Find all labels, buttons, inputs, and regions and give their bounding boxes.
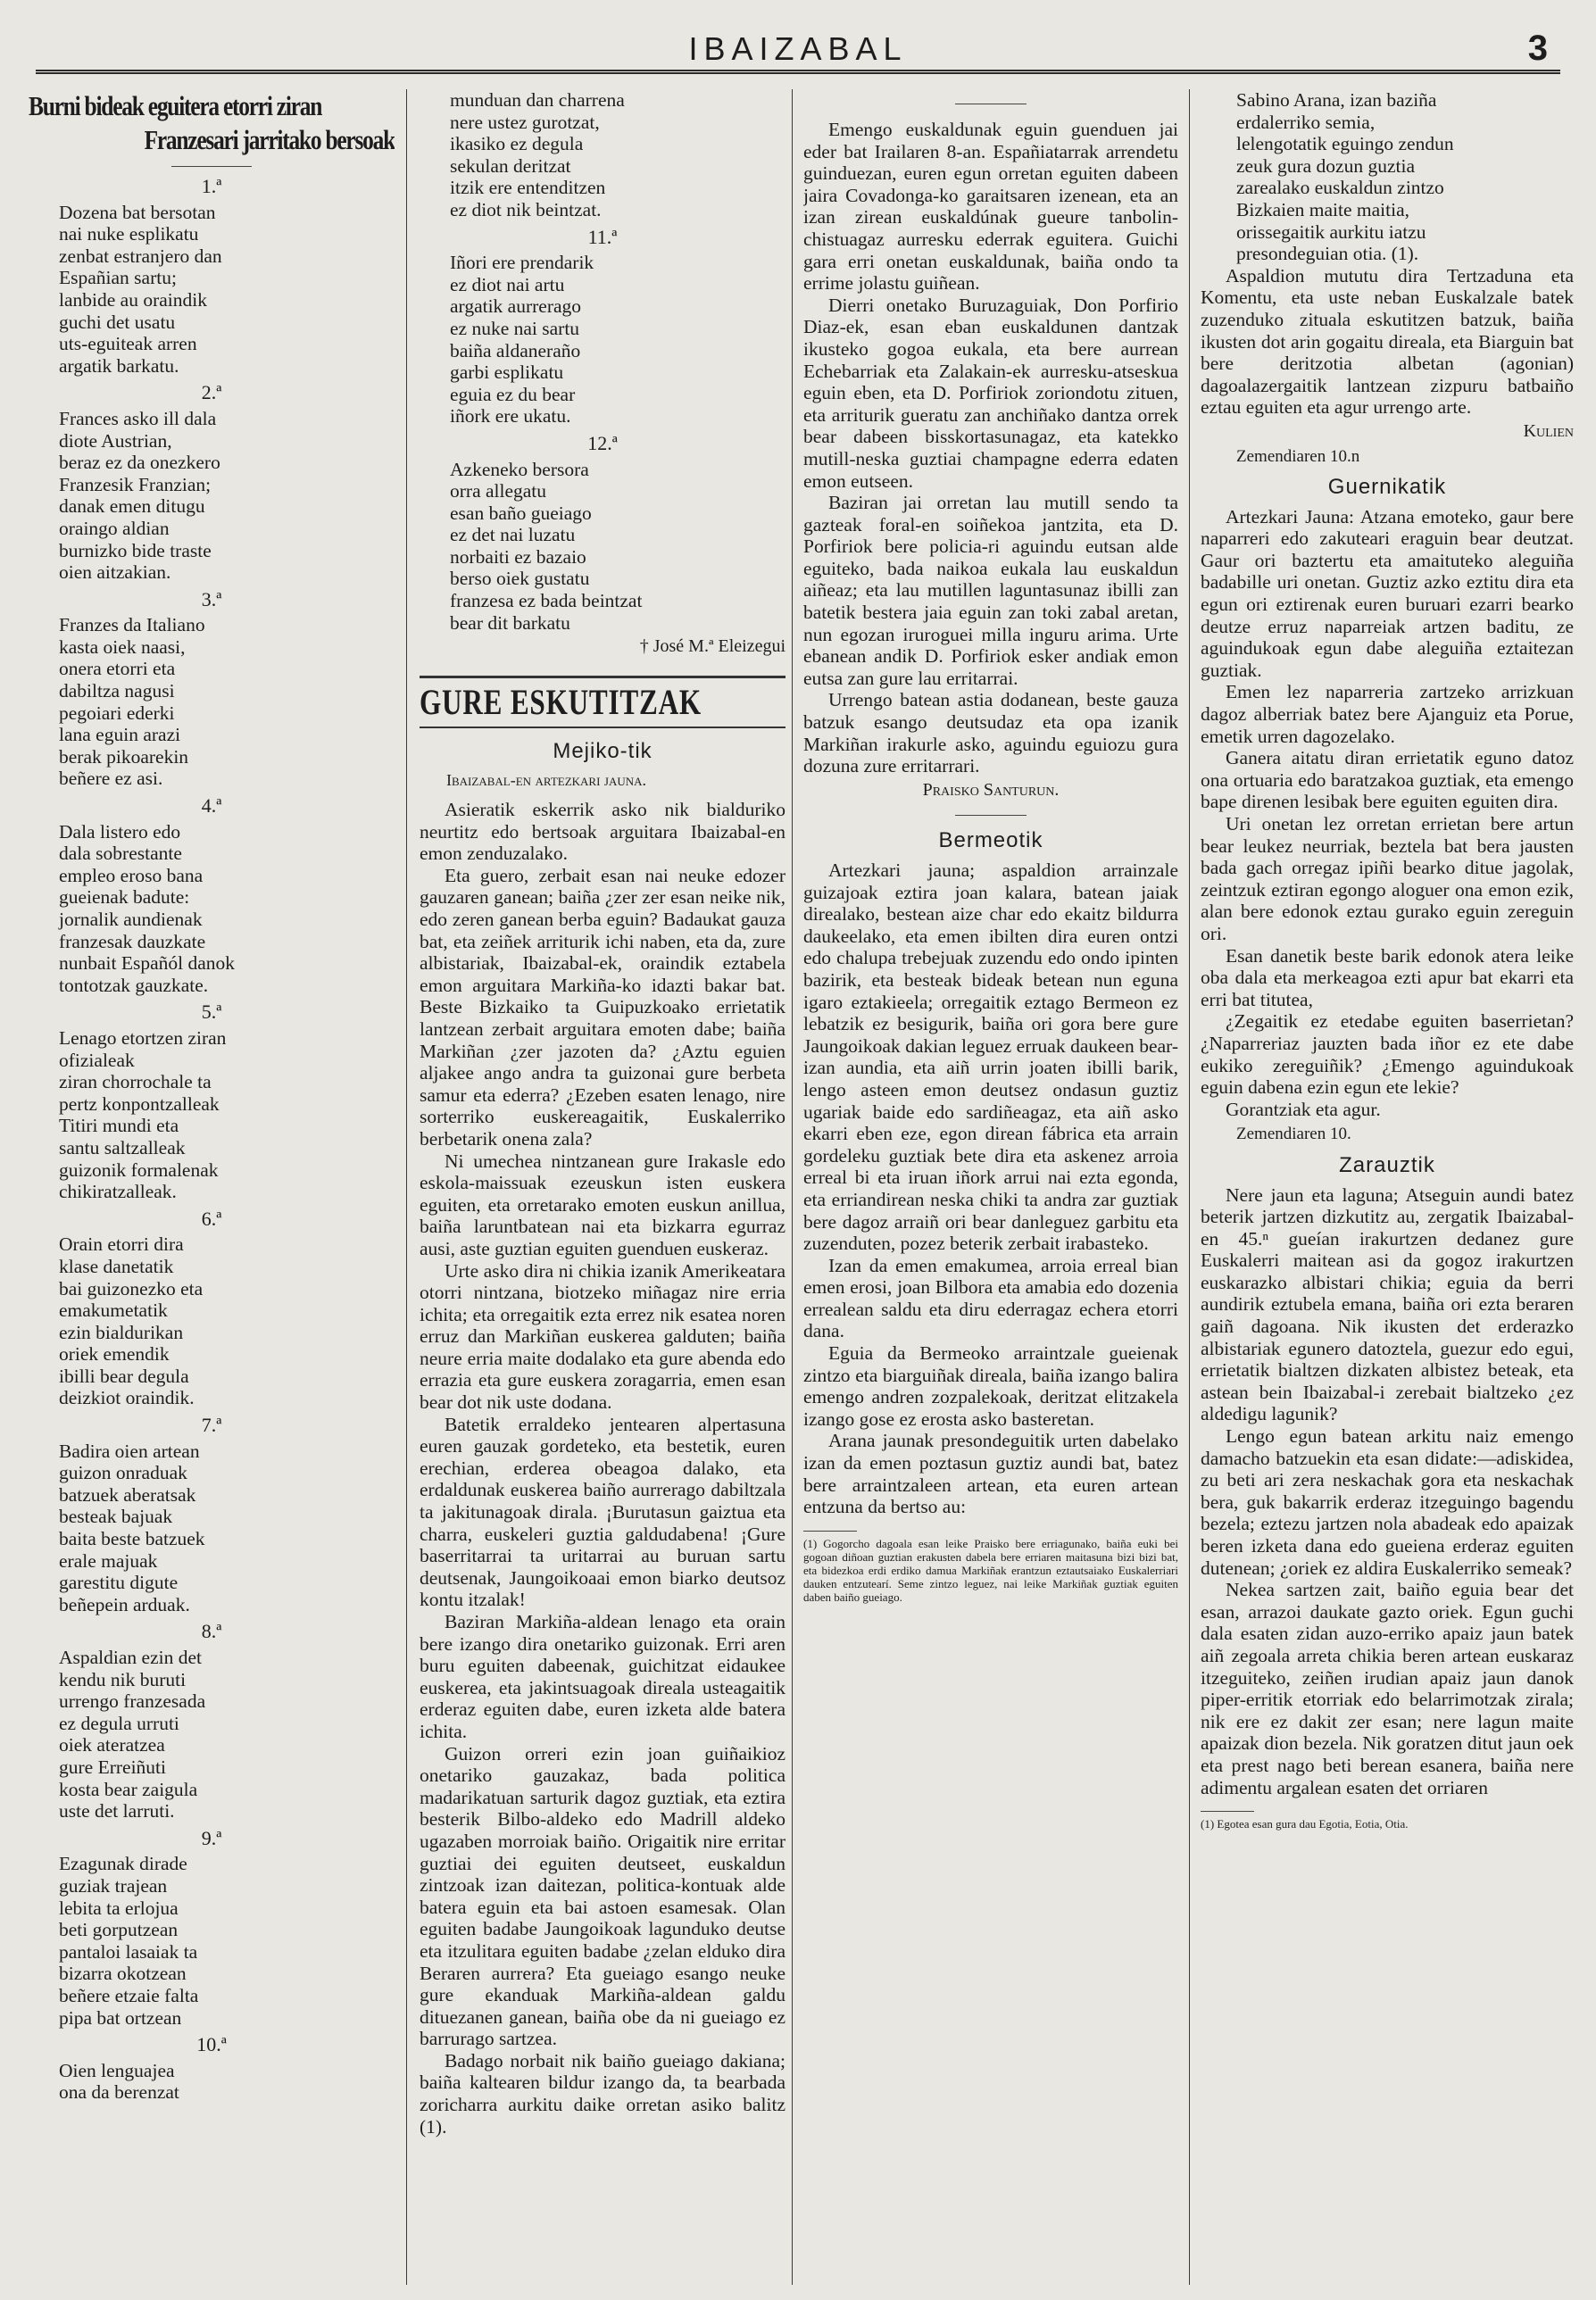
verse-line: Sabino Arana, izan baziña (1236, 89, 1437, 111)
paragraph: Ni umechea nintzanean gure Irakasle edo eskola-maissuak ezeuskun isten euskera eguiten, eta orretarako emoten euskun anillua, baiña laruntbatean nai eta bizkarra egurraz ausi, aste guztian eguiten guenduen euskeraz. (420, 1150, 786, 1259)
paragraph: Urrengo batean astia dodanean, beste gauza batzuk esango deutsudaz eta opa izanik Markiñan irakurle asko, aguindu eguiozu gura dozuna zure erritarrari. (803, 689, 1178, 777)
paragraph: ¿Zegaitik ez etedabe eguiten baserrietan? ¿Naparreriaz jauzten bada iñor ez ete dabe eukiko zereguiñik? ¿Emengo aguindukoak eguin dabena ezin egun ete lekie? (1201, 1010, 1574, 1099)
verse-line: beñere etzaie falta (59, 1984, 199, 2006)
paragraph: Arana jaunak presondeguitik urten dabelako izan da emen poztasun guztiz aundi bat, batez bere arraintzaleen artean, eta euren artean entzuna da bertso au: (803, 1430, 1178, 1518)
column-divider (406, 89, 407, 2285)
verse-line: orra allegatu (450, 480, 547, 502)
verse-line: burnizko bide traste (59, 539, 212, 561)
poem-signature: † José M.ª Eleizegui (639, 636, 786, 657)
paragraph: Batetik erraldeko jentearen alpertasuna euren gauzak gordeteko, eta bestetik, euren erechian, erderea obeagoa dalako, eta erdaldunak euskerea baiño aurrerago dabiltzala ta jakitunagoak dirala. ¡Burutasun gaiztua eta charra, euskeleri guztia galdudabena! ¡Gure baserritarrai ta uritarrai au buruan sartu deutsenak, Jaungoikoaai emon biarko deutsoz kontu itzalak! (420, 1413, 786, 1611)
verse-line: berak pikoarekin (59, 745, 189, 768)
verse-line: lana eguin arazi (59, 724, 181, 746)
verse-line: Titiri mundi eta (59, 1115, 179, 1137)
verse-line: franzesa ez bada beintzat (450, 590, 643, 612)
stanza-number: 1.ª (201, 175, 222, 197)
verse-line: zeuk gura dozun guztia (1236, 154, 1415, 177)
stanza (59, 821, 395, 997)
stanza-number: 8.ª (201, 1620, 222, 1643)
verse-line: argatik aurrerago (450, 295, 582, 318)
verse-line: argatik barkatu. (59, 354, 179, 377)
letter-body-mejiko (420, 799, 786, 2138)
column-4 (1201, 89, 1574, 2285)
verse-line: ez diot nai artu (450, 273, 565, 295)
stanza-number: 10.ª (196, 2033, 227, 2056)
verse-line: lelengotatik eguingo zendun (1236, 133, 1454, 155)
verse-line: pipa bat ortzean (59, 2006, 182, 2029)
verse-line: urrengo franzesada (59, 1690, 206, 1713)
verse-line: tontotzak gauzkate. (59, 974, 209, 996)
verse-line: ez diot nik beintzat. (450, 198, 602, 220)
poem-title-line2: Franzesari jarritako bersoak (144, 124, 395, 155)
verse-line: garestitu digute (59, 1572, 179, 1594)
stanza (59, 1027, 395, 1203)
verse-line: beti gorputzean (59, 1919, 179, 1941)
verse-line: emakumetatik (59, 1299, 168, 1322)
verse-line: batzuek aberatsak (59, 1483, 196, 1506)
verse-line: Dozena bat bersotan (59, 201, 216, 223)
verse-line: oriek emendik (59, 1343, 170, 1366)
paragraph: Nere jaun eta laguna; Atseguin aundi batez beterik jartzen dizkutitz au, zergatik Ibaizabal-en 45.ⁿ gueían irakurtzen dedanez gure Euskalerri maitean asi da gogoz irakurtzen euskarazko albistari chikia; eguia da berri aundirik eztubela emana, baiña ori ezta beraren gaiñ dagoana. Nik ikusten det erderazko albistariak egunero datoztela, guezur edo egui, errietatik bialtzen dizkaten albistez beteak, eta astean bein Ibaizabal-i zerebait bialtzeko ¿ez aldedigu lagunik? (1201, 1183, 1574, 1425)
footnote-zarauz: (1) Egotea esan gura dau Egotia, Eotia, Otia. (1201, 1817, 1409, 1831)
verse-line: pantaloi lasaiak ta (59, 1940, 198, 1963)
verse-line: danak emen ditugu (59, 495, 205, 518)
verse-line: nai nuke esplikatu (59, 223, 199, 245)
verse-line: santu saltzalleak (59, 1136, 186, 1158)
letter-date-guernika: Zemendiaren 10. (1236, 1125, 1351, 1144)
verse-line: ofizialeak (59, 1049, 135, 1071)
verse-line: Lenago etortzen ziran (59, 1026, 227, 1049)
poem-stanzas-continued (420, 89, 786, 634)
paragraph: Urte asko dira ni chikia izanik Amerikeatara otorri nintzana, biotzeko miñagaz nire erria ichita; eta orregaitik ezta errez nik esatea noren erruz dan Markiñan euskerea galduten; baiña neure erria maite dodalako eta gure abenda edo errazia eta gure euskera zoragarria, emen esan bear dot nik uste dodana. (420, 1259, 786, 1414)
title-rule (171, 166, 252, 167)
letter-date-bermeo: Zemendiaren 10.n (1236, 446, 1360, 466)
column-1 (29, 89, 395, 2285)
verse-line: kasta oiek naasi, (59, 635, 186, 658)
letter-heading-zarauz: Zarauztik (1339, 1152, 1435, 1177)
paragraph: Nekea sartzen zait, baiño eguia bear det esan, arrazoi daukate gazto oriek. Egun guchi dala esaten zidan auzo-erriko apaiz jaun batek aiñ zegoala arreta chikia beren artean euskaraz itzeguiteko, zeiñen irudian apaiz jaun danok piper-erritik etorriak edo belarrimotzak zirala; nik ere ez dakit zer esan; nere lagun maite apaizak dion bezela. Nik goratzen ditut jaun oek eta prest nago beti berean esanera, baiña nere adimentu argalean esaten det orriaren (1201, 1579, 1574, 1798)
verse-line: Aspaldian ezin det (59, 1647, 203, 1668)
paragraph: Dierri onetako Buruzaguiak, Don Porfirio Diaz-ek, esan eban euskaldunen dantzak ikusteko gogoa eukala, eta bere aurrean Echebarriak eta Zalakain-ek aurresku-atseskua eguin eben, eta D. Porfiriok zoriondotu zituen, eta arriturik gueratu zan anchiñako dantza orrek bear dabeen bisskortasunagaz, eta katekko mutill-neska guztiai champagne ederra edaten emon eutseen. (803, 294, 1178, 492)
verse-line: ikasiko ez degula (450, 133, 584, 155)
stanza (59, 1647, 395, 1823)
verse-line: lebita ta erlojua (59, 1897, 179, 1919)
verse-line: presondeguian otia. (1). (1236, 243, 1419, 265)
stanza (59, 614, 395, 790)
verse-line: beñere ez asi. (59, 768, 163, 790)
stanza (450, 89, 786, 221)
footnote-rule (803, 1531, 857, 1532)
stanza-number: 12.ª (587, 431, 618, 454)
verse-line: empleo eroso bana (59, 864, 204, 886)
verse-line: sekulan deritzat (450, 154, 571, 177)
section-header (420, 676, 786, 728)
paragraph: Esan danetik beste barik edonok atera leike oba dala eta merkeagoa ezti apur bat ekarri eta erri bat titutea, (1201, 944, 1574, 1010)
poem-title-line1: Burni bideak eguitera etorri ziran (29, 90, 322, 121)
letter-body-guernika (1201, 506, 1574, 1121)
stanza (450, 459, 786, 635)
masthead-rule (36, 70, 1560, 74)
verse-line: ezin bialdurikan (59, 1321, 184, 1343)
verse-line: Badira oien artean (59, 1440, 200, 1462)
verse-line: uste det larruti. (59, 1800, 175, 1823)
paragraph: Eta guero, zerbait esan nai neuke edozer gauzaren ganean; baiña ¿zer zer esan neike nik, edo zeren ganean berba eguin? Badaukat gauza bat, eta zeiñek arriturik ichi naben, eta da, zure albistariak, Ibaizabal-ek, oraindik eztabela emon arguitara Markiña-ko idazti bakar bat. Beste Bizkaiko ta Guipuzkoako errietatik lantzean zerbait arguitara emoten dabe; baiña Markiñan ¿zer jazoten da? ¿Aztu eguien aljakee ango andra ta guizonai gure berbeta samur eta ederra? ¿Ezeben esaten lenago, nire sorterriko euskereagaitik, Euskalerriko berbetarik onena zala? (420, 864, 786, 1150)
letter-signature-bermeo: Kulien (1523, 420, 1574, 441)
verse-line: berso oiek gustatu (450, 568, 590, 590)
footnote-rule (1201, 1811, 1254, 1812)
verse-line: zarealako euskaldun zintzo (1236, 177, 1444, 199)
stanza-number: 6.ª (201, 1207, 222, 1230)
verse-line: Iñori ere prendarik (450, 252, 594, 274)
verse-line: eguia ez du bear (450, 383, 576, 405)
verse-line: ona da berenzat (59, 2081, 179, 2104)
verse-line: esan baño gueiago (450, 502, 592, 524)
verse-line: gueienak badute: (59, 886, 190, 909)
verse-line: Franzes da Italiano (59, 614, 205, 636)
verse-line: guizon onraduak (59, 1462, 187, 1484)
verse-line: Dala listero edo (59, 820, 181, 843)
verse-line: ez nuke nai sartu (450, 317, 580, 339)
footnote-mejiko: (1) Gogorcho dagoala esan leike Praisko bere erriagunako, baiña euki bei gogoan diñoan guztian erakusten dabela bere erriaren maitasuna bizi bizi bat, eta bidezkoa erdi erdiko damua Markiñak erantzun eztautsaiako Euskalerriari dauken entzutearí. Seme zintzo leguez, nai leike Markiñak guztiak eguiten daben baiño gueiago. (803, 1536, 1178, 1604)
verse-line: dabiltza nagusi (59, 680, 175, 702)
paragraph: Baziran Markiña-aldean lenago eta orain bere izango dira onetariko guizonak. Erri aren buru eguiten dabeenak, guichitzat eidaukee euskerea, eta jakintsuagoak direala usteagaitik erderaz eguiten dabe, euren izketa alde batera ichita. (420, 1611, 786, 1742)
verse-line: iñork ere ukatu. (450, 405, 571, 428)
paragraph: Uri onetan lez orretan errietan bere artun bear leukez neurriak, beztela bat bera jausten bada gach orregaz ipiñi bearko ditue jagolak, zeintzuk eztiran egongo aloguer ona emon ezik, alan bere edonok eztau gurako eguin zereguin ori. (1201, 813, 1574, 944)
paragraph: Artezkari Jauna: Atzana emoteko, gaur bere naparreri edo zakuteari eraguin bear deutzat. Gaur ori baztertu eta amaituteko aleguiña badabille uri onetan. Guztiz azko eztitu dira eta egun ori eztirenak euren buruari ezarri bearko deutze erruz naparreiak artzen baditu, ze aguindukoak egun dabe aleguiña eztaitezan guztiak. (1201, 505, 1574, 681)
verse-line: guchi det usatu (59, 311, 176, 333)
verse-line: itzik ere entenditzen (450, 177, 606, 199)
masthead (36, 25, 1560, 79)
stanza (59, 408, 395, 584)
verse-line: zenbat estranjero dan (59, 245, 222, 267)
verse-line: Franzesik Franzian; (59, 473, 212, 495)
verse-line: baiña aldaneraño (450, 339, 581, 361)
column-divider (792, 89, 793, 2285)
bermeo-closing: Aspaldion mututu dira Tertzaduna eta Komentu, eta uste neban Euskalzale batek zuzenduko zituala eskutitzen batzuk, baiña ikusten dot arin gogaitu direala, eta Biarguin bat bere deritzotia albetan (agonian) dagoalazergaitik lantzean zizpuru batbaiño eztau eguiten eta agur urrengo arte. (1201, 264, 1574, 419)
verse-line: diote Austrian, (59, 429, 172, 452)
letter-body-zarauz (1201, 1184, 1574, 1799)
page-number: 3 (1527, 29, 1548, 68)
verse-line: franzesak dauzkate (59, 930, 206, 952)
stanza-number: 2.ª (201, 381, 222, 404)
stanza (59, 1441, 395, 1616)
paragraph: Izan da emen emakumea, arroia erreal bian emen erosi, joan Bilbora eta amabia edo dozenia errealean saldu eta diru ederragaz echera etorri dana. (803, 1254, 1178, 1342)
column-3 (803, 89, 1178, 2285)
verse-line: Orain etorri dira (59, 1233, 184, 1256)
verse-line: chikiratzalleak. (59, 1181, 177, 1203)
stanza-number: 4.ª (201, 794, 222, 818)
verse-line: uts-eguiteak arren (59, 333, 197, 355)
paragraph: Gorantziak eta agur. (1226, 1098, 1381, 1120)
verse-line: bai guizonezko eta (59, 1277, 204, 1299)
verse-line: norbaiti ez bazaio (450, 545, 586, 568)
paragraph: Baziran jai orretan lau mutill sendo ta gazteak foral-en soiñekoa jantzita, eta D. Porfiriok bere policia-ri aguindu eutsan alde eguiteko, bada naikoa eukala lau euskaldun aiñeaz; eta lau mutillen laguntasunaz ibilli zan batetik bestera jaia eguin zan toki zabal aretan, nun egozan iruroguei milla inguru arima. Urte ebanean andik D. Porfiriok esker andiak emon eutsa zan gure lau erritarrai. (803, 492, 1178, 689)
column-2 (420, 89, 786, 2285)
verse-line: kendu nik buruti (59, 1668, 187, 1690)
verse-line: ibilli bear degula (59, 1365, 189, 1387)
verse-line: kosta bear zaigula (59, 1778, 198, 1800)
paragraph: Guizon orreri ezin joan guiñaikioz onetariko gauzakaz, bada politica madarikatuan sarturik dagoz guztiak, eta eztira besterik Bilbo-aldeko edo Madrill aldeko ugazaben morroiak baiño. Origaitik nire erritar guztiai dei eguiten deutseet, euskaldun zintzoak izan daitezan, politica-kontuak alde batera eguin eta bai astoen esamesak. Olan eguiten badabe Jaungoikoak lagunduko deutse eta itzulitara eguiten badabe ¿zelan elduko dira Beraren aurrera? Eta gueiago esango neuke gure ekanduak Markiña-aldean galdu dituezanen ganean, baiña obe da ni gueiago ez barrurago sartzea. (420, 1742, 786, 2050)
stanza-number: 7.ª (201, 1414, 222, 1437)
verse-line: garbi esplikatu (450, 361, 564, 384)
stanza (59, 1233, 395, 1409)
verse-line: Bizkaien maite maitia, (1236, 198, 1410, 220)
stanza-number: 3.ª (201, 587, 222, 610)
verse-line: besteak bajuak (59, 1506, 173, 1528)
verse-line: beñepein arduak. (59, 1593, 190, 1615)
verse-line: jornalik aundienak (59, 909, 203, 930)
verse-line: ez det nai luzatu (450, 524, 576, 546)
verse-line: pegoiari ederki (59, 702, 175, 724)
verse-line: onera etorri eta (59, 658, 176, 680)
verse-line: klase danetatik (59, 1255, 174, 1277)
letter-heading-bermeo: Bermeotik (938, 828, 1043, 853)
letter-body-bermeo (803, 859, 1178, 1518)
paragraph: Eguia da Bermeoko arraintzale gueienak zintzo eta biarguiñak direala, baiña izango balira emengo andren zozpalekoak, deritzat elitzakela izango gose ez erosta asko basteretan. (803, 1342, 1178, 1430)
verse-line: baita beste batzuek (59, 1528, 205, 1550)
verse-line: munduan dan charrena (450, 89, 625, 111)
verse-line: oien aitzakian. (59, 561, 171, 584)
verse-line: Españian sartu; (59, 267, 177, 289)
verse-line: ez degula urruti (59, 1712, 179, 1734)
verse-line: dala sobrestante (59, 843, 182, 865)
letter-signature-mejiko: Praisko Santurun. (922, 779, 1060, 800)
verse-line: bizarra okotzean (59, 1963, 187, 1985)
stanza (450, 252, 786, 428)
verse-line: pertz konpontzalleak (59, 1092, 220, 1115)
stanza (59, 202, 395, 378)
verse-line: ziran chorrochale ta (59, 1071, 212, 1093)
verse-line: beraz ez da onezkero (59, 452, 220, 474)
verse-line: oiek ateratzea (59, 1734, 165, 1756)
paragraph: Asieratik eskerrik asko nik bialduriko neurtitz edo bertsoak arguitara Ibaizabal-en emon zenduzalako. (420, 799, 786, 865)
verse-line: Azkeneko bersora (450, 458, 589, 480)
stanza (59, 2060, 395, 2104)
paragraph: Artezkari jauna; aspaldion arrainzale guizajoak eztira joan kalara, batean jaiak direalako, bestean aize char edo ekaitz bildurra daukeelako, eta emen ibilten dira euren ontzi edo chalupa trebejuak zuzendu edo ondo ipinten bazirik, eta besteak bideak betean nun eguna igaro eztakieela; orregaitik eztago Bermeon ez lebatzik ez besigurik, baiña ori gora bere gure Jaungoikoak dakian leguez erruak daukeen bear-izan aundia, eta aiñ urrin joaten ibilli barik, lengo asteen emon deutsez ondasun guztiz ugariak baide edo sardiñeagaz, eta aiñ asko ekarri eben eze, egon direan fábrica eta arrain gordeleku guztiak bete dira eta askenez arroia erreal bi eta iruan iñork arrui nai ezta egonda, eta erriandirean neska chiki ta andra zar guztiak bere dagoz arraiñ ori bear danleguez garbitu eta zuzenduten, pozez beterik zerbait irabasteko. (803, 859, 1178, 1255)
paragraph: Emengo euskaldunak eguin guenduen jai eder bat Irailaren 8-an. Españiatarrak arrendetu guinduezan, euren egun orretan eguiten dabeen jaira Covadonga-ko garaitsaren izenean, eta an izan zirean euskaldúnak gueure tanbolin-chistuagaz aurresku ederrak eguitera. Guichi gara erri onetan euskaldunak, baiña ondo ta errime jolastu guiñean. (803, 119, 1178, 295)
bermeo-verse (1236, 89, 1574, 265)
paragraph: Ganera aitatu diran errietatik eguno datoz ona ortuaria edo baratzakoa guztiak, eta emengo bape direnen lesibak bere eguiten eguiten dira. (1201, 747, 1574, 813)
verse-line: nunbait Españól danok (59, 952, 236, 975)
verse-line: Oien lenguajea (59, 2059, 175, 2081)
section-title: GURE ESKUTITZAK (420, 681, 702, 722)
letter-body-mejiko-2 (803, 119, 1178, 777)
verse-line: bear dit barkatu (450, 611, 570, 634)
verse-line: guziak trajean (59, 1874, 168, 1897)
verse-line: erale majuak (59, 1549, 158, 1572)
newspaper-title: IBAIZABAL (688, 30, 908, 67)
paragraph: Emen lez naparreria zartzeko arrizkuan dagoz alberriak batez bere Ajanguiz eta Porue, emetik urren dagozelako. (1201, 681, 1574, 747)
poem-stanzas (29, 176, 395, 2104)
verse-line: lanbide au oraindik (59, 288, 207, 311)
verse-line: orissegaitik aurkitu iatzu (1236, 220, 1426, 243)
verse-line: oraingo aldian (59, 517, 170, 539)
verse-line: erdalerriko semia, (1236, 111, 1376, 133)
column-divider (1189, 89, 1190, 2285)
verse-line: Frances asko ill dala (59, 407, 217, 429)
letter-heading-guernika: Guernikatik (1327, 475, 1447, 500)
paragraph: Badago norbait nik baiño gueiago dakiana; baiña kaltearen bildur izango da, ta bearbada zoricharra aurkitu daike orretan asiko balitz (1). (420, 2049, 786, 2138)
verse-line: guizonik formalenak (59, 1158, 219, 1181)
verse-line: deizkiot oraindik. (59, 1387, 195, 1409)
letter-address: Ibaizabal-en artezkari jauna. (446, 771, 647, 790)
verse-line: Ezagunak dirade (59, 1853, 187, 1875)
stanza-number: 11.ª (587, 225, 618, 248)
stanza (59, 1853, 395, 2029)
paragraph: Lengo egun batean arkitu naiz emengo damacho batzuekin eta esan didate:—adiskidea, zu beti ari zera neskachak gora eta neskachak bera, guk bakarrik erderaz itzeguingo bagendu bezela; eztezu jartzen nola abadeak edo apaizak beren izketa dana edo gueiena erderaz eguiten dutenean; ¿oriek ez aldira Euskalerriko semeak? (1201, 1425, 1574, 1579)
stanza-number: 9.ª (201, 1826, 222, 1849)
letter-heading-mejiko: Mejiko-tik (553, 738, 653, 763)
separator (955, 815, 1027, 816)
verse-line: nere ustez gurotzat, (450, 111, 600, 133)
stanza-number: 5.ª (201, 1001, 222, 1024)
verse-line: gure Erreiñuti (59, 1756, 166, 1778)
